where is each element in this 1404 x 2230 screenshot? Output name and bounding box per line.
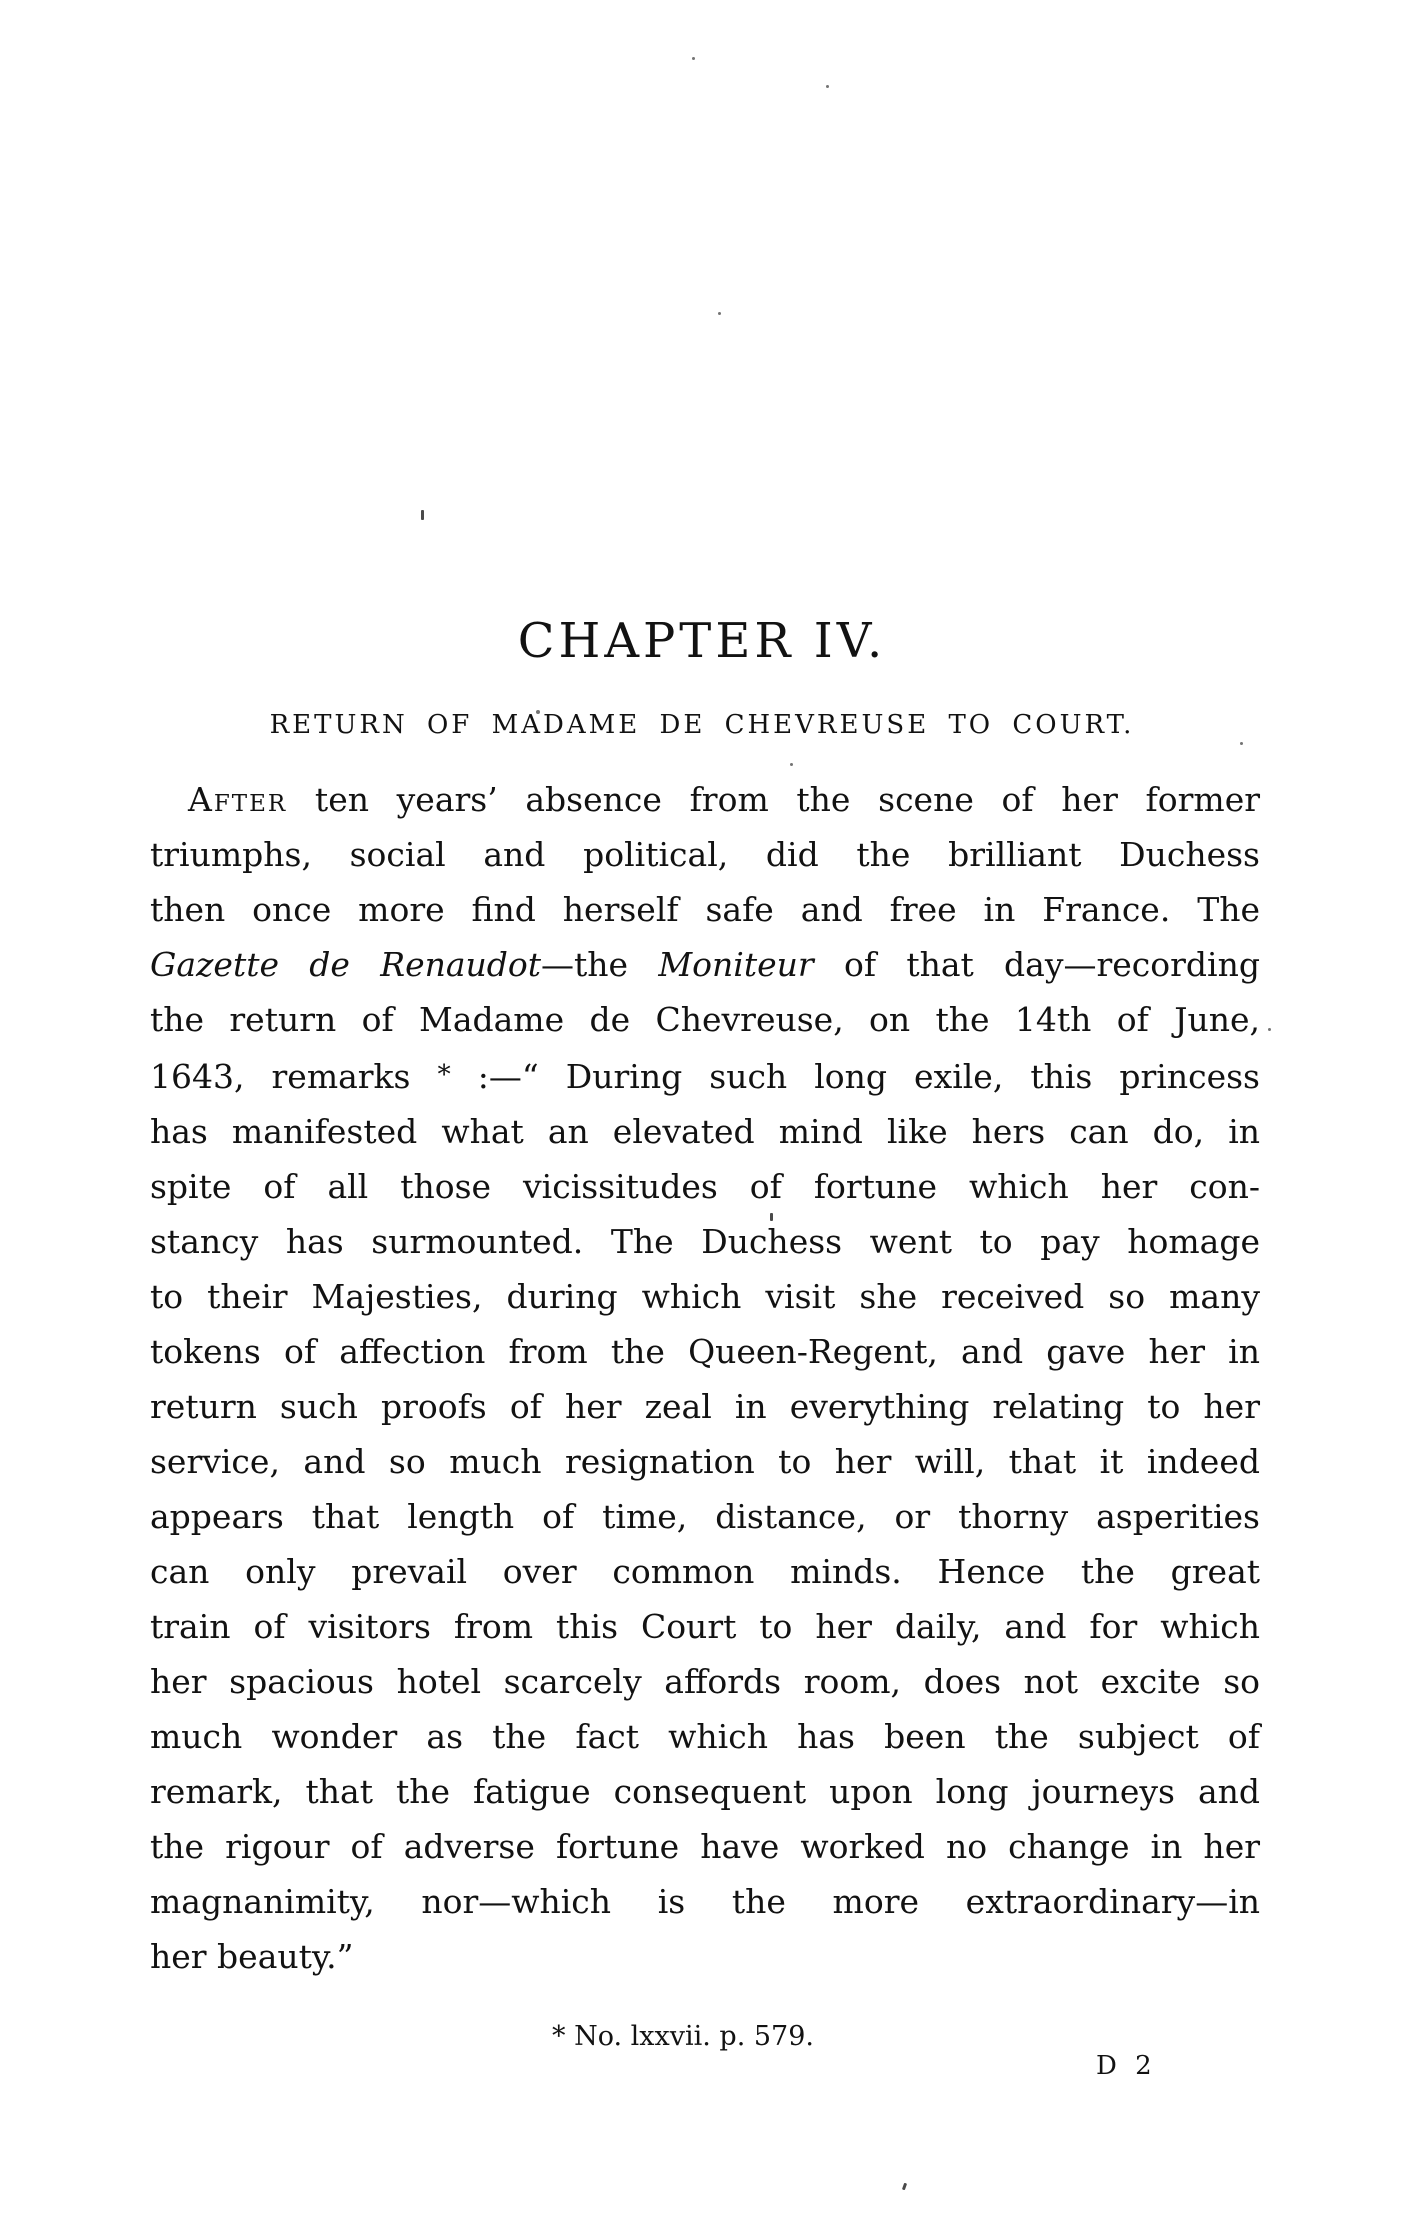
text-segment: Gazette de Renaudot [150, 945, 542, 984]
text-segment: train of visitors from this Court to her daily, and for which [150, 1607, 1260, 1646]
text-line [150, 1764, 1260, 1819]
text-line [150, 1047, 1260, 1104]
text-line [150, 1489, 1260, 1544]
text-segment: ten years’ absence from the scene of her former [287, 780, 1260, 819]
text-segment: :—“ During such long exile, this princess [450, 1057, 1260, 1096]
text-line [150, 1599, 1260, 1654]
printers-signature: D 2 [1096, 2051, 1157, 2081]
text-line [150, 1379, 1260, 1434]
text-line [150, 1874, 1260, 1929]
scan-speck [718, 312, 721, 315]
text-line [150, 937, 1260, 992]
text-line [150, 1929, 1260, 1984]
text-segment: return such proofs of her zeal in everything relating to her [150, 1387, 1260, 1426]
chapter-heading: CHAPTER IV. [517, 613, 887, 669]
scan-speck [826, 85, 829, 88]
text-segment: —the [541, 945, 659, 984]
text-segment: much wonder as the fact which has been the subject of [150, 1717, 1260, 1756]
text-segment: then once more find herself safe and free in France. The [150, 890, 1260, 929]
text-line [150, 1544, 1260, 1599]
text-segment: spite of all those vicissitudes of fortune which her con- [150, 1167, 1260, 1206]
text-segment: service, and so much resignation to her will, that it indeed [150, 1442, 1260, 1481]
text-line [150, 1709, 1260, 1764]
text-line [150, 1654, 1260, 1709]
footnote: * No. lxxvii. p. 579. [552, 2021, 814, 2052]
text-line [150, 1819, 1260, 1874]
chapter-subtitle: RETURN OF MADAME DE CHEVREUSE TO COURT. [269, 710, 1135, 740]
text-segment: After [188, 780, 288, 819]
scan-speck [902, 2183, 907, 2191]
text-line [150, 827, 1260, 882]
text-segment: the return of Madame de Chevreuse, on the 14th of June, [150, 1000, 1260, 1039]
scan-speck [1240, 742, 1243, 745]
text-line [150, 1269, 1260, 1324]
scan-speck [692, 57, 695, 60]
text-line [150, 1214, 1260, 1269]
scan-speck [1268, 1028, 1271, 1031]
text-segment: has manifested what an elevated mind like hers can do, in [150, 1112, 1260, 1151]
text-segment: to their Majesties, during which visit she received so many [150, 1277, 1260, 1316]
text-segment: can only prevail over common minds. Hence the great [150, 1552, 1260, 1591]
text-segment: * [437, 1059, 451, 1090]
text-segment: of that day—recording [813, 945, 1260, 984]
text-line [150, 882, 1260, 937]
text-segment: 1643, remarks [150, 1057, 438, 1096]
text-segment: stancy has surmounted. The Duchess went to pay homage [150, 1222, 1260, 1261]
text-segment: the rigour of adverse fortune have worked no change in her [150, 1827, 1260, 1866]
text-line [150, 772, 1260, 827]
scan-speck [790, 763, 793, 766]
text-line [150, 1434, 1260, 1489]
text-segment: magnanimity, nor—which is the more extraordinary—in [150, 1882, 1260, 1921]
chapter-paragraph [150, 772, 1260, 1984]
text-line [150, 992, 1260, 1047]
text-line [150, 1104, 1260, 1159]
text-segment: appears that length of time, distance, or thorny asperities [150, 1497, 1260, 1536]
text-segment: her spacious hotel scarcely affords room, does not excite so [150, 1662, 1260, 1701]
text-line [150, 1324, 1260, 1379]
text-segment: tokens of affection from the Queen-Regent, and gave her in [150, 1332, 1260, 1371]
text-segment: remark, that the fatigue consequent upon long journeys and [150, 1772, 1260, 1811]
text-segment: triumphs, social and political, did the brilliant Duchess [150, 835, 1260, 874]
text-segment: her beauty.” [150, 1937, 354, 1976]
text-line [150, 1159, 1260, 1214]
text-segment: Moniteur [658, 945, 814, 984]
scan-speck [421, 510, 424, 520]
